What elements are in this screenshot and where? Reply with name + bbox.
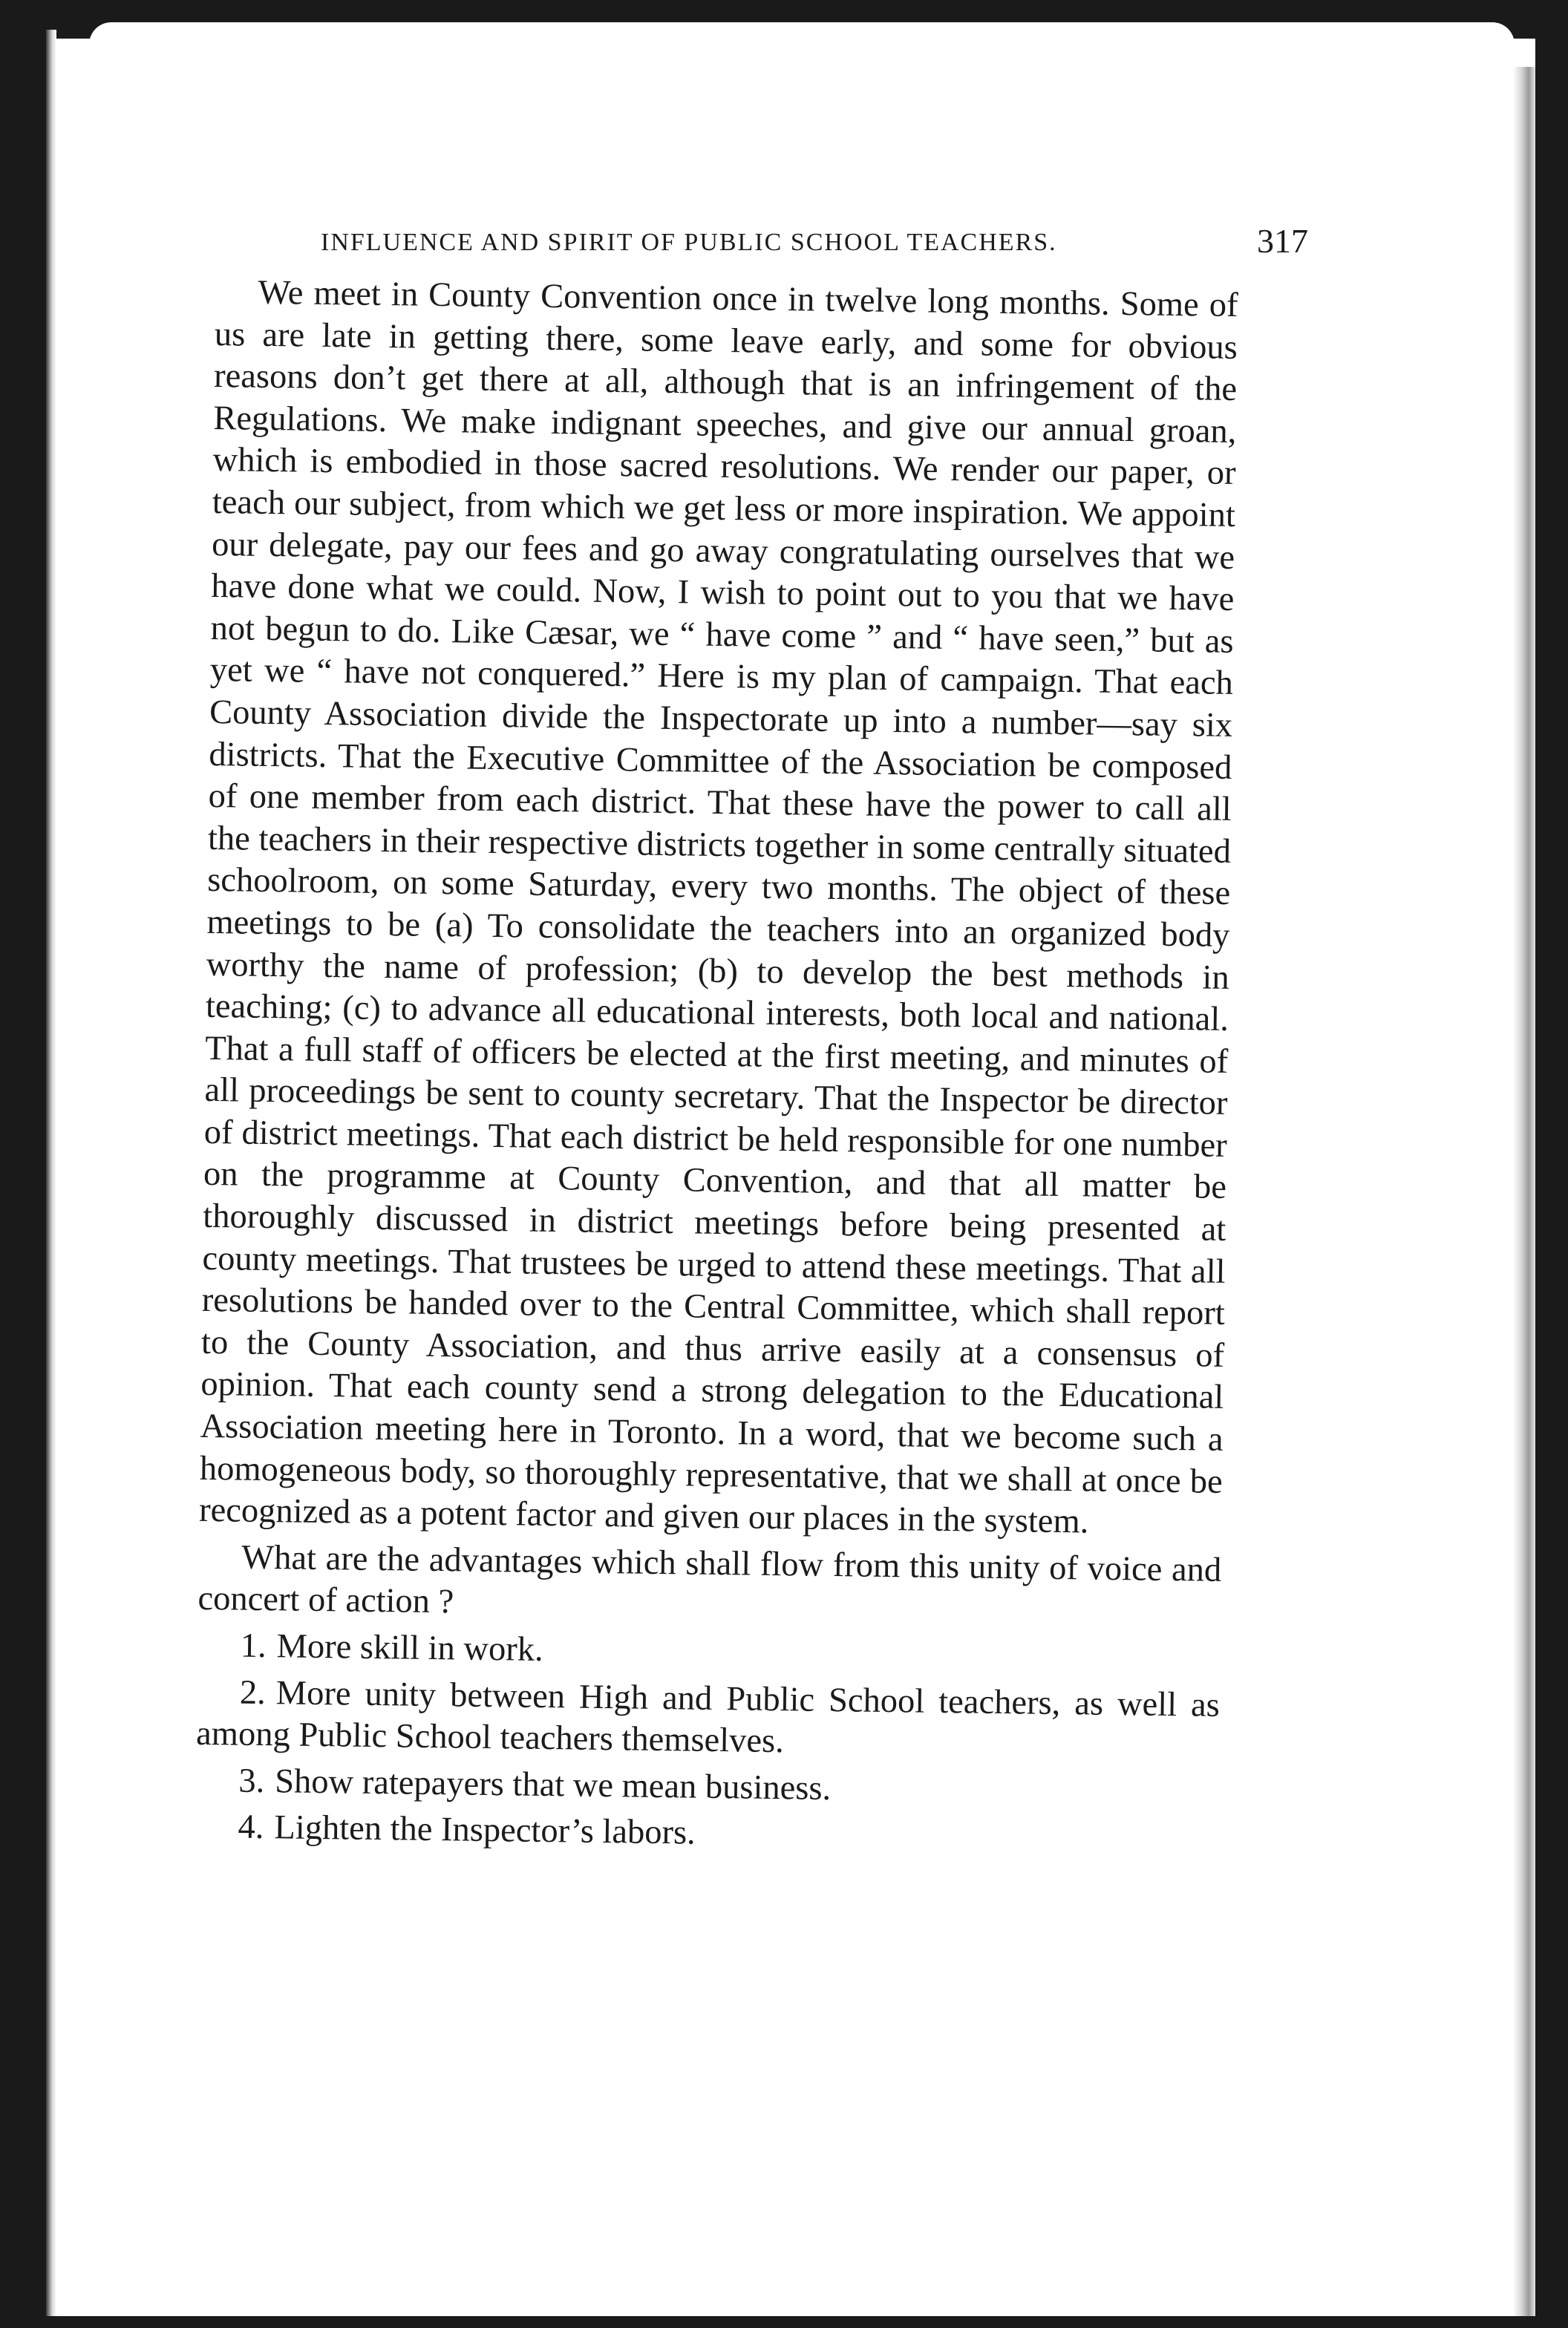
advantages-list (195, 1625, 1221, 1862)
list-item (195, 1806, 1218, 1862)
list-item-text: More skill in work. (276, 1627, 544, 1669)
scan-border-left (0, 0, 46, 2328)
page-number: 317 (1257, 222, 1308, 260)
body-text (195, 272, 1238, 1866)
list-item-text: Show ratepayers that we mean business. (274, 1762, 832, 1808)
list-item-number: 4. (238, 1808, 264, 1847)
list-item-text: Lighten the Inspector’s labors. (274, 1808, 696, 1853)
running-title: INFLUENCE AND SPIRIT OF PUBLIC SCHOOL TEACHERS. (321, 229, 1057, 256)
list-item (195, 1760, 1219, 1816)
paragraph: What are the advantages which shall flow from this unity of voice and concert of action ? (197, 1538, 1222, 1621)
list-item (197, 1625, 1221, 1681)
binding-shadow (46, 30, 56, 2328)
list-item-text: More unity between High and Public School teachers, as well as among Public School teachers themselves. (195, 1673, 1221, 1761)
paragraph: We meet in County Convention once in twelve long months. Some of us are late in getting there, some leave early, and some for obvious reasons don’t get there at all, although that is an infringement of the Regulations. We make indignant speeches, and give our annual groan, which is embodied in those sacred resolutions. We render our paper, or teach our subject, from which we get less or more inspiration. We appoint our delegate, pay our fees and go away congratulating ourselves that we have done what we could. Now, I wish to point out to you that we have not begun to do. Like Cæsar, we “ have come ” and “ have seen,” but as yet we “ have not conquered.” Here is my plan of campaign. That each County Association divide the Inspectorate up into a number—say six districts. That the Executive Committee of the Association be composed of one member from each district. That these have the power to call all the teachers in their respective districts together in some centrally situated schoolroom, on some Saturday, every two months. The object of these meetings to be (a) To consolidate the teachers into an organized body worthy the name of profession; (b) to develop the best methods in teaching; (c) to advance all educational interests, both local and national. That a full staff of officers be elected at the first meeting, and minutes of all proceedings be sent to county secretary. That the Inspector be director of district meetings. That each district be held responsible for one number on the programme at County Convention, and that all matter be thoroughly discussed in district meetings before being presented at county meetings. That trustees be urged to attend these meetings. That all resolutions be handed over to the Central Committee, which shall report to the County Association, and thus arrive easily at a consensus of opinion. That each county send a strong delegation to the Educational Association meeting here in Toronto. In a word, that we become such a homogeneous body, so thoroughly representative, that we shall at once be recognized as a potent factor and given our places in the system. (198, 273, 1238, 1541)
running-head (321, 221, 1308, 266)
scan-border-right (1535, 0, 1568, 2328)
list-item-number: 3. (238, 1762, 265, 1800)
list-item-number: 1. (240, 1626, 267, 1666)
list-item-number: 2. (239, 1673, 267, 1712)
page-stack-edge (1513, 67, 1535, 2328)
scan-border-bottom (0, 2316, 1568, 2328)
list-item (196, 1671, 1220, 1768)
